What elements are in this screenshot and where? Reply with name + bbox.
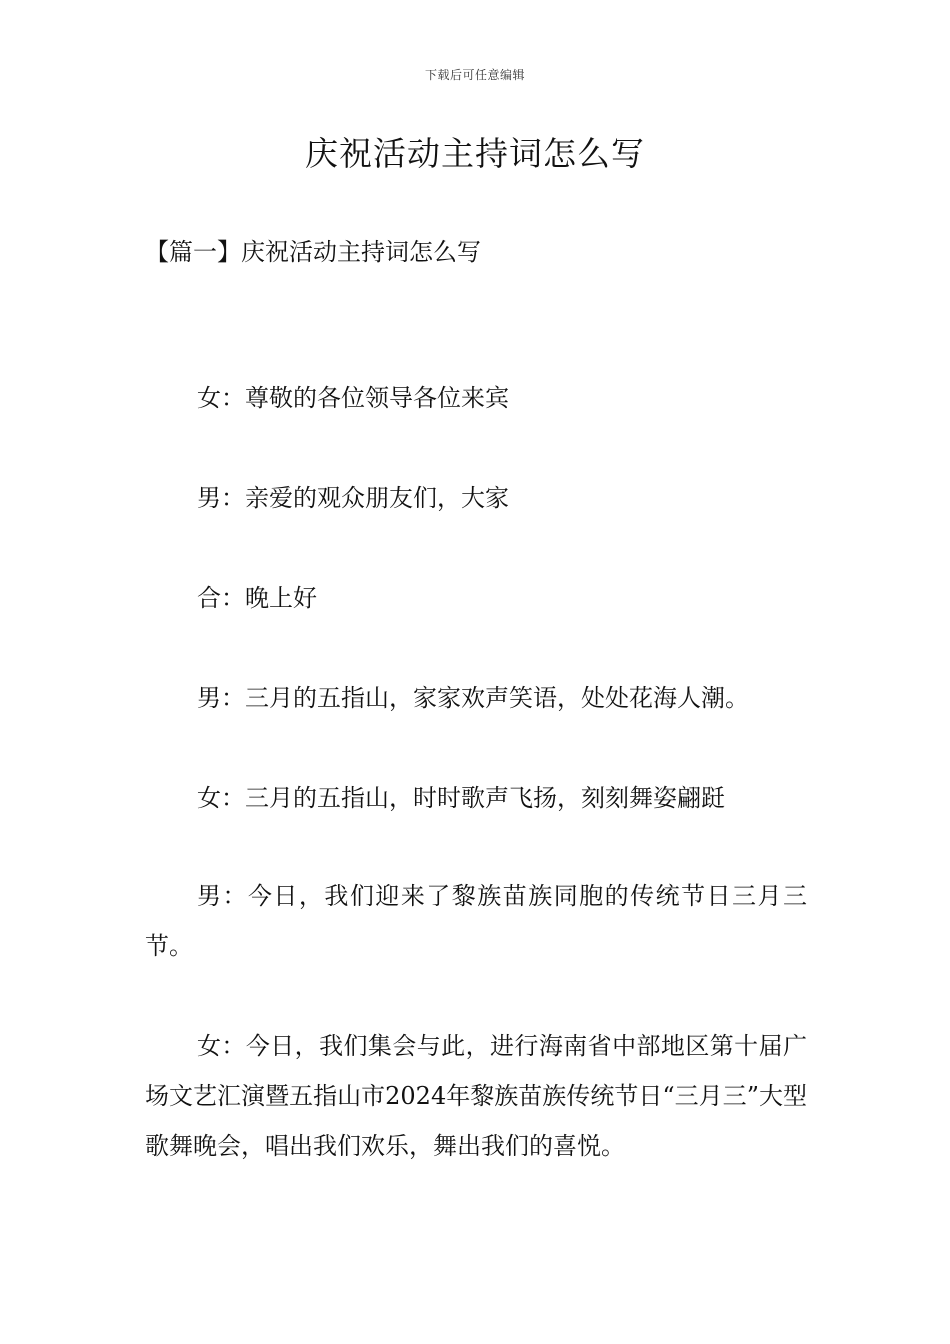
paragraph-3: 合：晚上好 xyxy=(197,584,317,612)
paragraph-2: 男：亲爱的观众朋友们，大家 xyxy=(197,484,509,512)
paragraph-4: 男：三月的五指山，家家欢声笑语，处处花海人潮。 xyxy=(197,684,749,712)
header-note: 下载后可任意编辑 xyxy=(424,68,525,82)
paragraph-7: 女：今日，我们集会与此，进行海南省中部地区第十届广场文艺汇演暨五指山市2024年黎族苗族传统节日“三月三”大型歌舞晚会，唱出我们欢乐，舞出我们的喜悦。 xyxy=(145,1032,807,1160)
document-title: 庆祝活动主持词怎么写 xyxy=(305,134,645,173)
section-heading: 【篇一】庆祝活动主持词怎么写 xyxy=(145,238,481,266)
paragraph-1: 女：尊敬的各位领导各位来宾 xyxy=(197,384,509,412)
paragraph-6: 男：今日，我们迎来了黎族苗族同胞的传统节日三月三节。 xyxy=(145,882,807,960)
paragraph-5: 女：三月的五指山，时时歌声飞扬，刻刻舞姿翩跹 xyxy=(197,784,725,812)
